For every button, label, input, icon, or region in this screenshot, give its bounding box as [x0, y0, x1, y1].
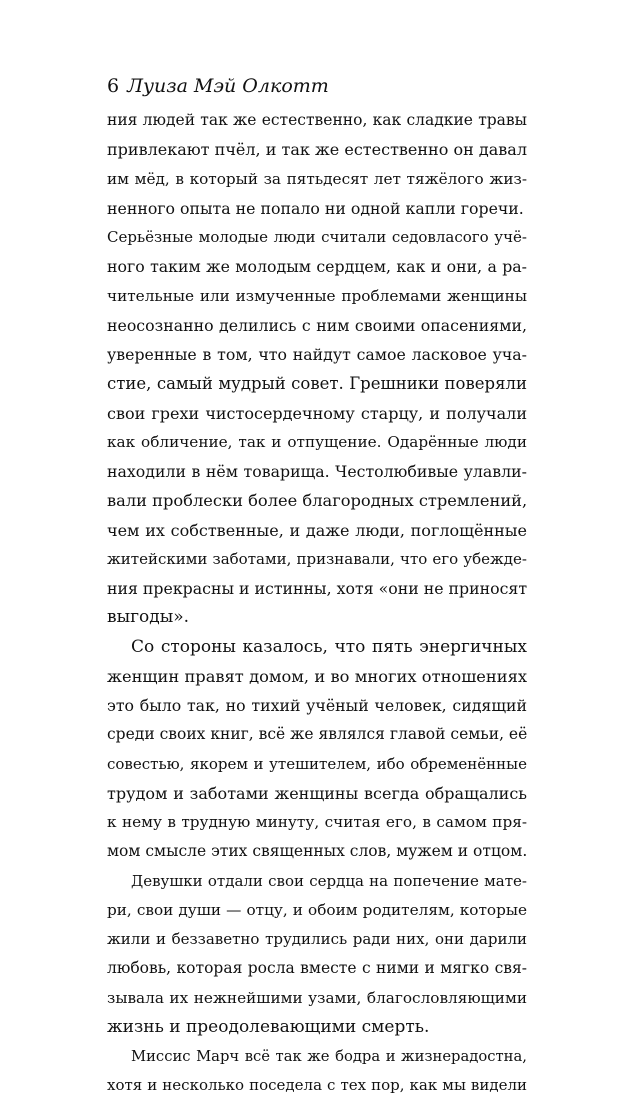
text-line: хотя и несколько поседела с тех пор, как мы видели	[107, 1076, 527, 1095]
text-line: неосознанно делились с ним своими опасениями,	[107, 315, 527, 335]
text-line: ри, свои души — отцу, и обоим родителям, которые	[107, 900, 527, 919]
text-line: чительные или измученные проблемами женщины	[107, 286, 527, 305]
text-line: любовь, которая росла вместе с ними и мягко свя-	[107, 959, 527, 978]
text-line: свои грехи чистосердечному старцу, и получали	[107, 403, 527, 423]
text-line: женщин правят домом, и во многих отношениях	[107, 666, 527, 686]
text-line: им мёд, в который за пятьдесят лет тяжёлого жиз-	[107, 169, 527, 188]
text-line: житейскими заботами, признавали, что его убежде-	[107, 549, 527, 568]
text-line: зывала их нежнейшими узами, благословляющими	[107, 988, 527, 1007]
text-line: Серьёзные молодые люди считали седовласого учё-	[107, 228, 527, 246]
body-text	[107, 106, 527, 1101]
page-number: 6	[107, 75, 120, 97]
text-line: уверенные в том, что найдут самое ласковое уча-	[107, 345, 527, 364]
text-line: это было так, но тихий учёный человек, сидящий	[107, 696, 527, 715]
text-line: совестью, якорем и утешителем, ибо обременённые	[107, 754, 527, 773]
text-line: ния прекрасны и истинны, хотя «они не приносят	[107, 579, 528, 598]
text-line: стие, самый мудрый совет. Грешники поверяли	[107, 374, 527, 394]
running-header	[107, 74, 329, 98]
text-line: привлекают пчёл, и так же естественно он давал	[107, 140, 527, 160]
text-line: ния людей так же естественно, как сладкие травы	[107, 111, 527, 129]
running-header-author: Луиза Мэй Олкотт	[127, 75, 329, 97]
text-line: жизнь и преодолевающими смерть.	[107, 1016, 430, 1037]
text-line: мом смысле этих священных слов, мужем и отцом.	[107, 842, 528, 861]
text-line: среди своих книг, всё же являлся главой семьи, её	[107, 725, 528, 744]
text-line: выгоды».	[107, 607, 190, 628]
text-line: находили в нём товарища. Честолюбивые улавли-	[107, 462, 527, 481]
paragraph-first-line: Миссис Марч всё так же бодра и жизнерадостна,	[131, 1048, 527, 1065]
text-line: как обличение, так и отпущение. Одарённые люди	[107, 432, 527, 451]
paragraph-first-line: Девушки отдали свои сердца на попечение мате-	[131, 871, 527, 890]
text-line: трудом и заботами женщины всегда обращались	[107, 783, 527, 803]
text-line: чем их собственные, и даже люди, поглощённые	[107, 520, 527, 540]
text-line: ного таким же молодым сердцем, как и они, а ра-	[107, 257, 527, 277]
text-line: жили и беззаветно трудились ради них, они дарили	[107, 930, 527, 948]
text-line: вали проблески более благородных стремлений,	[107, 491, 528, 511]
text-line: к нему в трудную минуту, считая его, в самом пря-	[107, 813, 527, 831]
paragraph-first-line: Со стороны казалось, что пять энергичных	[131, 636, 527, 657]
text-line: ненного опыта не попало ни одной капли горечи.	[107, 198, 524, 218]
